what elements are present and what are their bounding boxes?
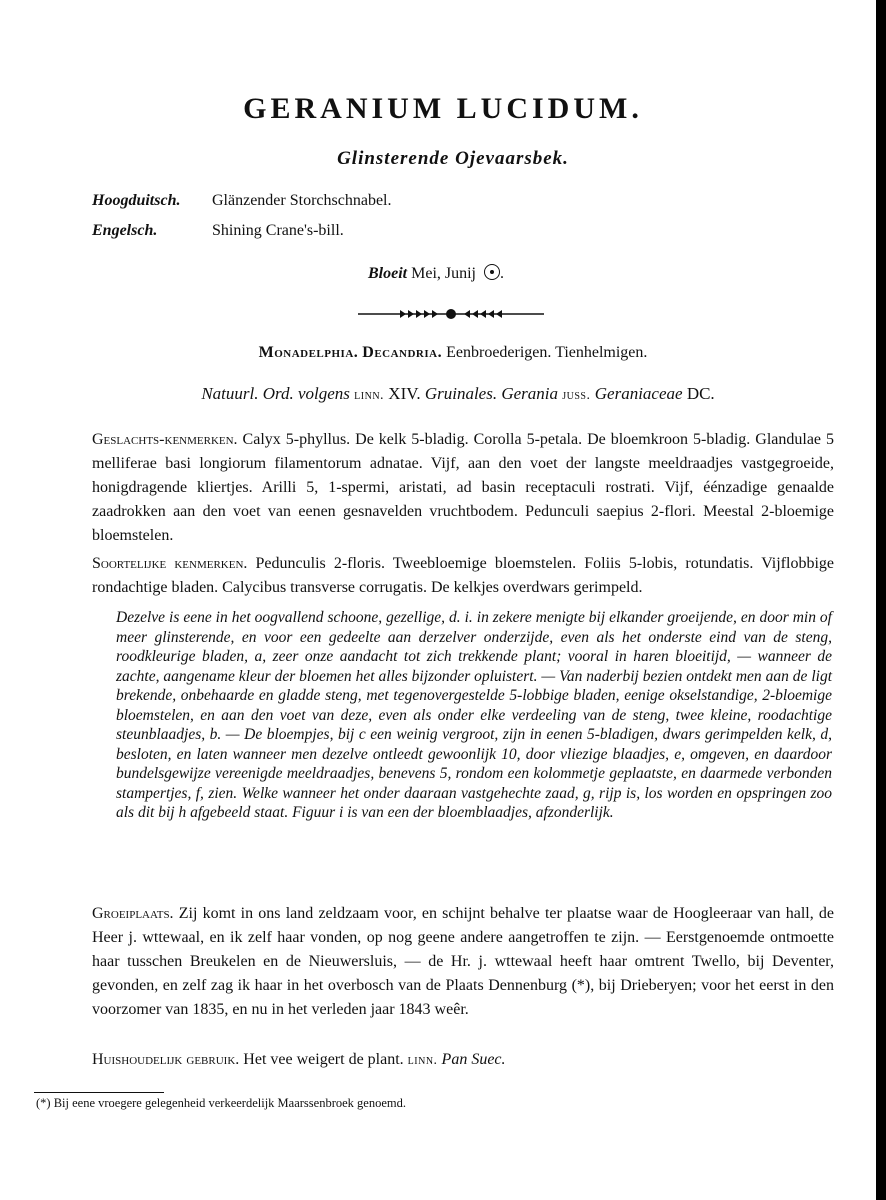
flowering-period: Bloeit Mei, Junij .: [368, 265, 504, 282]
dutch-classification: Eenbroederigen. Tienhelmigen.: [446, 344, 648, 361]
linn-abbrev: linn.: [354, 388, 385, 403]
section-text: Zij komt in ons land zeldzaam voor, en schijnt behalve ter plaatse waar de Hoogleeraar van hall, de Heer j. wttewaal, en ik zelf haar vonden, op nog geene andere aangetroffen te zijn. — Eerstgenoemde ontmoette haar tusschen Breukelen en de Nieuwersluis, — de Hr. j. wttewaal heeft haar omtrent Twello, bij Deventer, gevonden, en zelf zag ik haar in het overbosch van de Plaats Dennenburg (*), bij Drieberyen; voor het eerst in den voorzomer van 1835, en nu in het verleden jaar 1843 weêr.: [92, 905, 834, 1018]
dutch-name: Glinsterende Ojevaarsbek.: [337, 148, 569, 169]
natural-order-prefix: Natuurl. Ord. volgens: [201, 384, 350, 403]
order-name: Decandria.: [362, 344, 443, 361]
section-label: Geslachts-kenmerken.: [92, 431, 238, 448]
language-label: Hoogduitsch.: [92, 192, 181, 209]
vernacular-name-english: [92, 222, 344, 240]
page-edge: [876, 0, 886, 1200]
gerania: Gerania: [501, 384, 558, 403]
juss-abbrev: juss.: [562, 388, 591, 403]
vernacular-name: Glänzender Storchschnabel.: [212, 192, 392, 209]
footnote-rule: [34, 1092, 164, 1093]
dc-abbrev: DC.: [686, 384, 715, 403]
class-name: Monadelphia.: [258, 344, 359, 361]
language-label: Engelsch.: [92, 222, 158, 239]
habitat-section: [92, 902, 834, 1022]
household-use: [92, 1048, 834, 1073]
bloom-label: Bloeit: [368, 265, 408, 282]
vernacular-name: Shining Crane's-bill.: [212, 222, 344, 239]
section-label: Soortelijke kenmerken.: [92, 555, 248, 572]
natural-order: [0, 384, 886, 404]
order-number: XIV.: [388, 384, 421, 403]
gruinales: Gruinales.: [424, 384, 498, 403]
generic-characters: [92, 428, 834, 548]
section-label: Huishoudelijk gebruik.: [92, 1051, 240, 1068]
specific-characters: [92, 552, 834, 600]
annual-sun-icon: [484, 264, 500, 280]
page-title: GERANIUM LUCIDUM.: [243, 92, 643, 125]
linn-abbrev: linn.: [407, 1053, 438, 1068]
linnaean-classification: [0, 344, 886, 362]
use-text: Het vee weigert de plant.: [243, 1051, 404, 1068]
footnote: (*) Bij eene vroegere gelegenheid verkeerdelijk Maarssenbroek genoemd.: [36, 1096, 406, 1110]
section-label: Groeiplaats.: [92, 905, 174, 922]
section-text: Calyx 5-phyllus. De kelk 5-bladig. Corolla 5-petala. De bloemkroon 5-bladig. Glandulae 5 melliferae basi longiorum filamentorum adnatae. Vijf, aan den voet der langste meeldraadjes vastgegroeide, honigdragende kliertjes. Arilli 5, 1-spermi, aristati, ad basin receptaculi rostrati. Vijf, éénzadige genaalde zaadrokken aan den voet van eenen gesnavelden vruchtbodem. Pedunculi saepius 2-flori. Meestal 2-bloemige bloemstelen.: [92, 431, 835, 544]
plant-description: Dezelve is eene in het oogvallend schoone, gezellige, d. i. in zekere menigte bij elkander groeijende, en door min of meer glinsterende, en voor een gedeelte aan derzelver onderzijde, even als het onderste eind van de steng, roodkleurige bladen, a, zeer onze aandacht tot zich trekkende plant; vooral in haren bloeitijd, — wanneer de zachte, aangename kleur der bloemen het alles bijzonder opluistert. — Van naderbij bezien ontdekt men aan de ligt brekende, onbehaarde en gladde steng, met tegenovergestelde 5-lobbige bladen, eenige okselstandige, 2-bloemige bloemstelen, en aan den voet van deze, even als onder elke verdeeling van de steng, twee kleine, roodachtige steunblaadjes, b. — De bloempjes, bij c een weinig vergroot, zijn in eenen 5-bladigen, dwars gerimpelden kelk, d, besloten, en laten wanneer men dezelve ontleedt gewoonlijk 10, door vliezige blaadjes, e, omgeven, en daardoor bundelsgewijze vereenigde meeldraadjes, benevens 5, rondom een kolommetje geplaatste, en daarmede verbonden stampertjes, f, zien. Welke wanneer het onder daaraan vastgehechte zaad, g, rijp is, los worden en opspringen zoo als dit bij h afgebeeld staat. Figuur i is van een der bloemblaadjes, afzonderlijk.: [116, 609, 832, 821]
reference: Pan Suec.: [441, 1051, 506, 1068]
vernacular-name-german: [92, 192, 391, 210]
family-name: Geraniaceae: [594, 384, 683, 403]
ornament-divider-icon: [358, 306, 544, 322]
section-text: Pedunculis 2-floris. Tweebloemige bloemstelen. Foliis 5-lobis, rotundatis. Vijflobbige rondachtige bladen. Calycibus transverse corrugatis. De kelkjes overdwars gerimpeld.: [92, 555, 835, 596]
bloom-months: Mei, Junij: [411, 265, 476, 282]
